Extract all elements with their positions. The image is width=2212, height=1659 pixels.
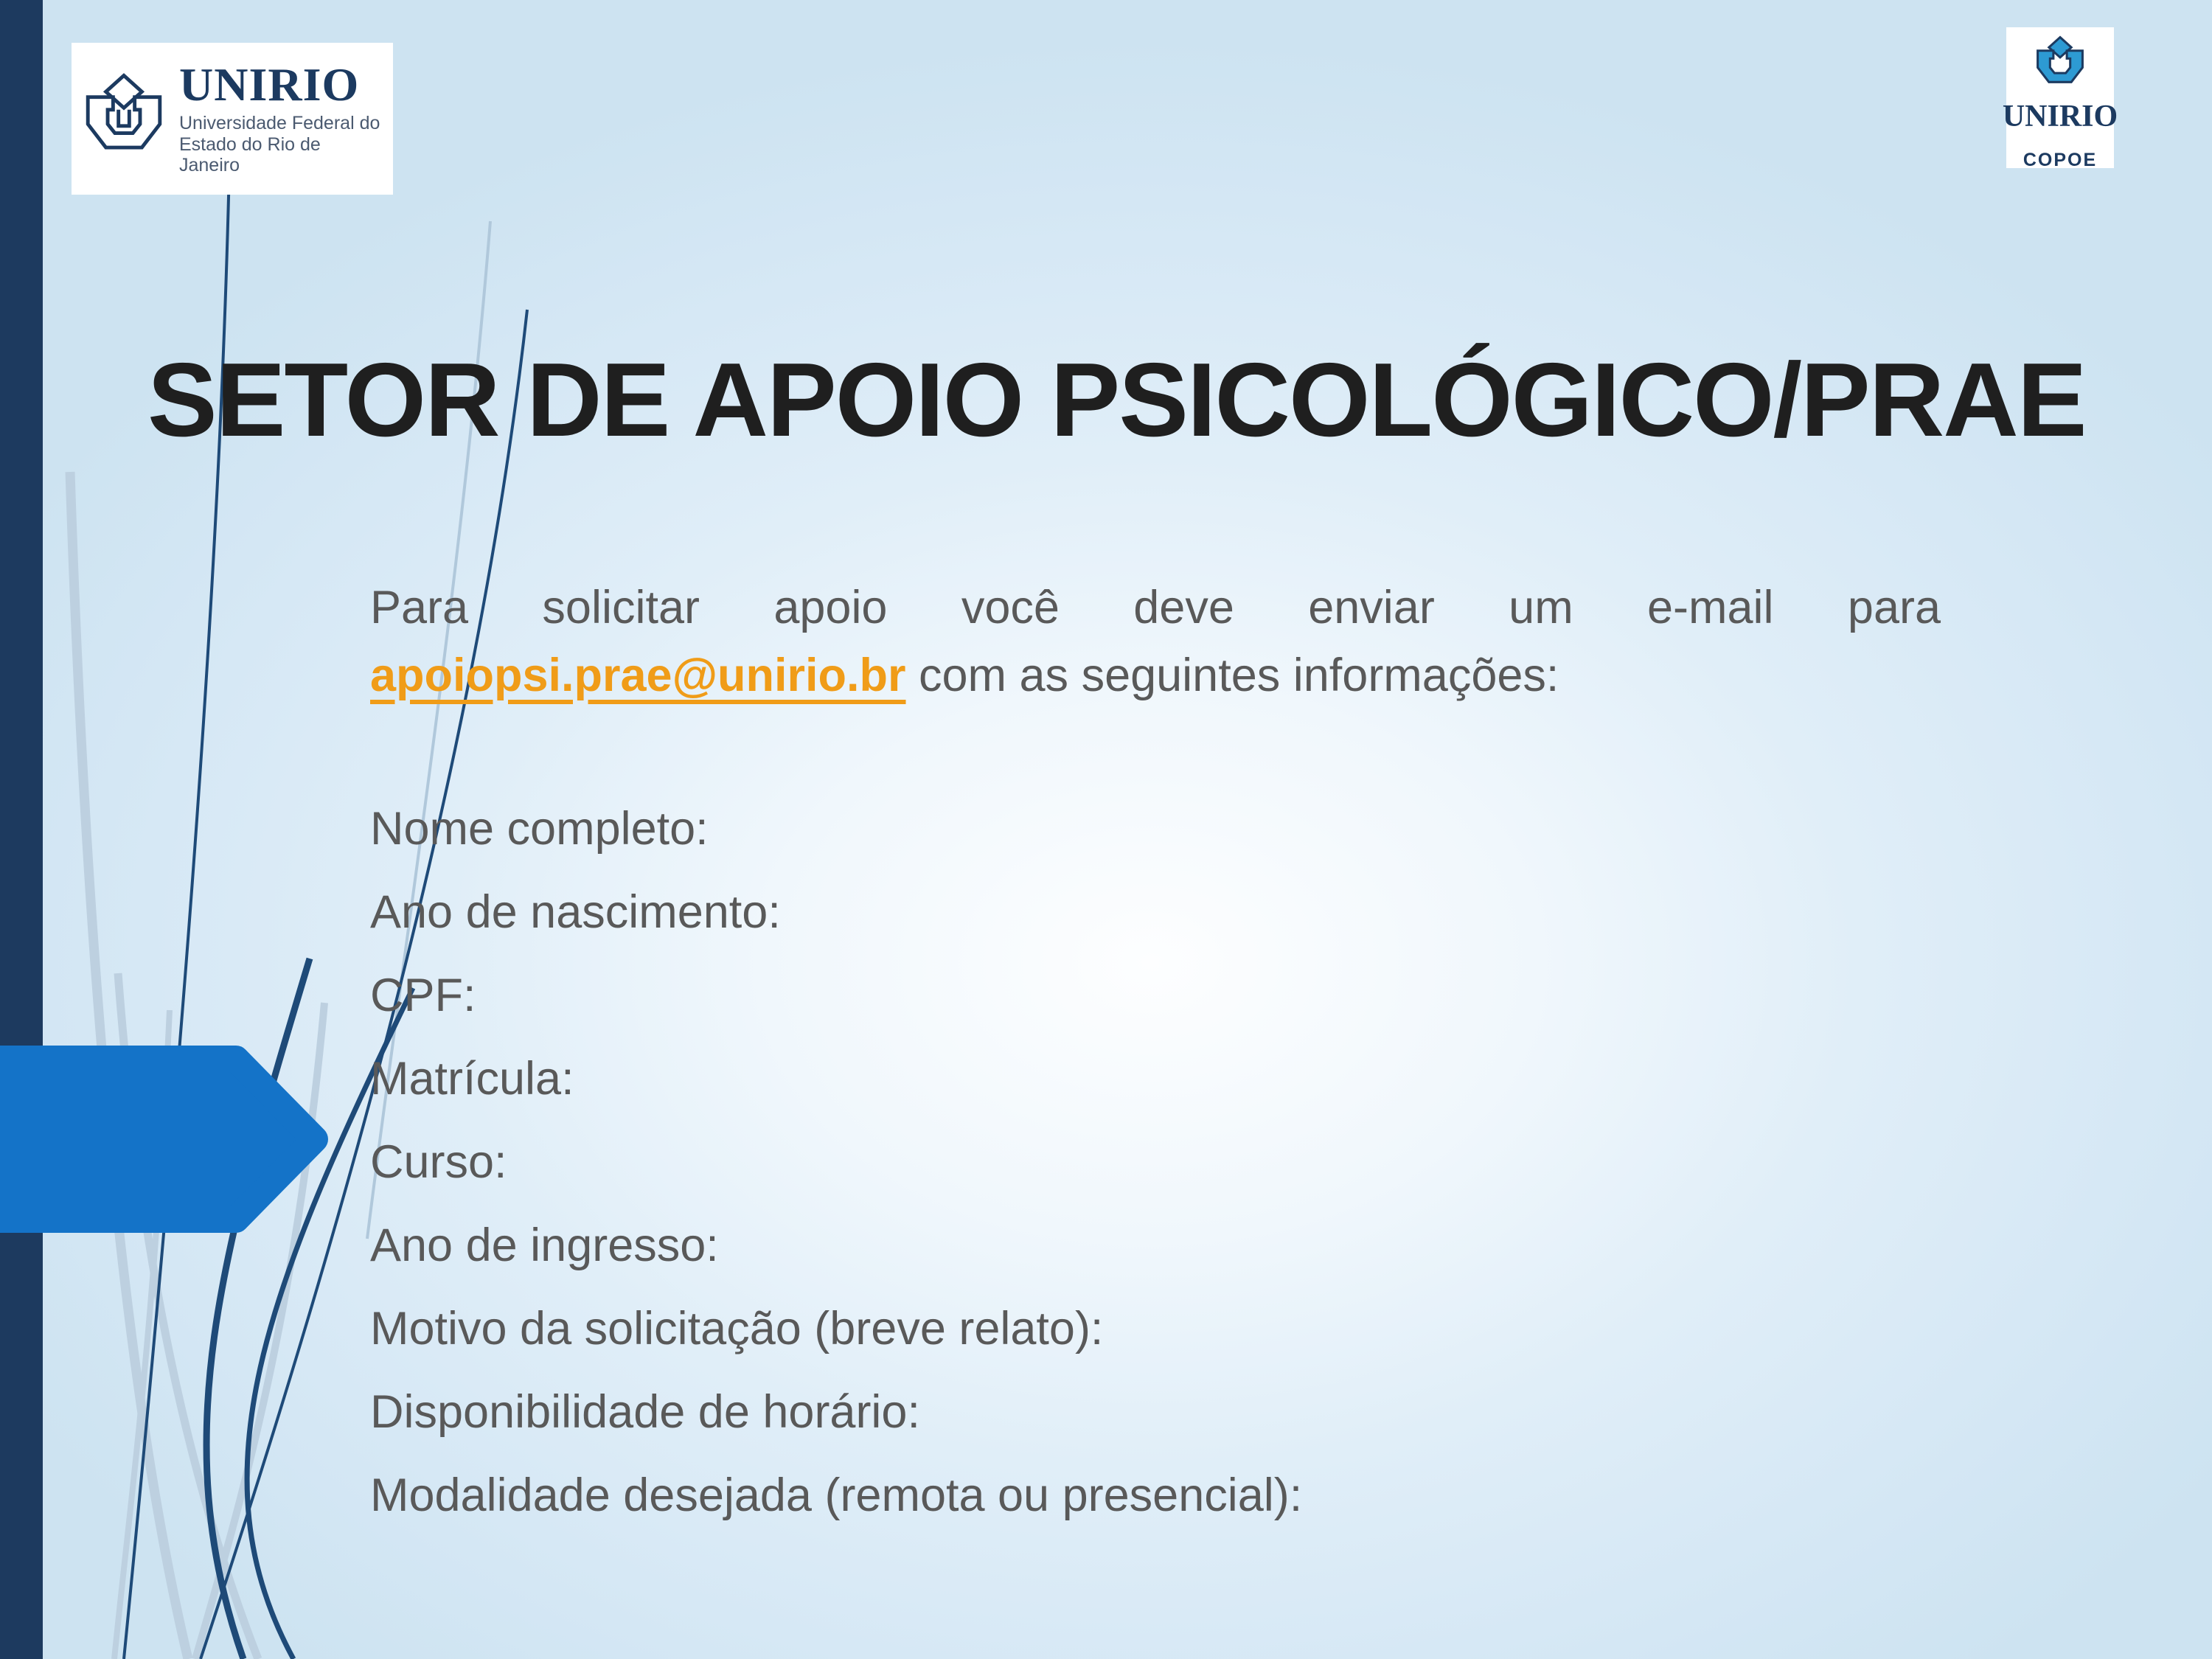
copoe-label: COPOE: [2023, 150, 2098, 170]
unirio-subtitle-line2: Estado do Rio de Janeiro: [179, 133, 321, 176]
unirio-emblem-icon: [79, 60, 169, 177]
unirio-logo: [72, 43, 393, 195]
page-title: SETOR DE APOIO PSICOLÓGICO/PRAE: [147, 341, 2086, 459]
unirio-subtitle-line1: Universidade Federal do: [179, 112, 380, 133]
list-item: Matrícula:: [370, 1053, 574, 1105]
unirio-copoe-logo: [2002, 27, 2118, 170]
list-item: Motivo da solicitação (breve relato):: [370, 1303, 1104, 1354]
email-link[interactable]: apoiopsi.prae@unirio.br: [370, 650, 906, 701]
list-item: Curso:: [370, 1136, 507, 1188]
copoe-unirio-wordmark: UNIRIO: [2002, 100, 2118, 133]
intro-line1: Para solicitar apoio você deve enviar um e-mail para: [370, 582, 1941, 633]
list-item: CPF:: [370, 970, 476, 1021]
unirio-copoe-emblem-icon: [2032, 32, 2088, 97]
intro-paragraph: [370, 574, 1941, 709]
unirio-wordmark: UNIRIO: [179, 58, 360, 111]
intro-line2: [370, 641, 1941, 709]
arrow-pointer-shape: [0, 1059, 315, 1220]
list-item: Modalidade desejada (remota ou presencial):: [370, 1470, 1303, 1521]
request-info-list: [370, 787, 2066, 1537]
list-item: Nome completo:: [370, 803, 709, 855]
list-item: Disponibilidade de horário:: [370, 1386, 920, 1438]
intro-after-email: com as seguintes informações:: [905, 650, 1559, 701]
list-item: Ano de nascimento:: [370, 886, 781, 938]
list-item: Ano de ingresso:: [370, 1220, 719, 1271]
left-accent-bar: [0, 0, 43, 1659]
